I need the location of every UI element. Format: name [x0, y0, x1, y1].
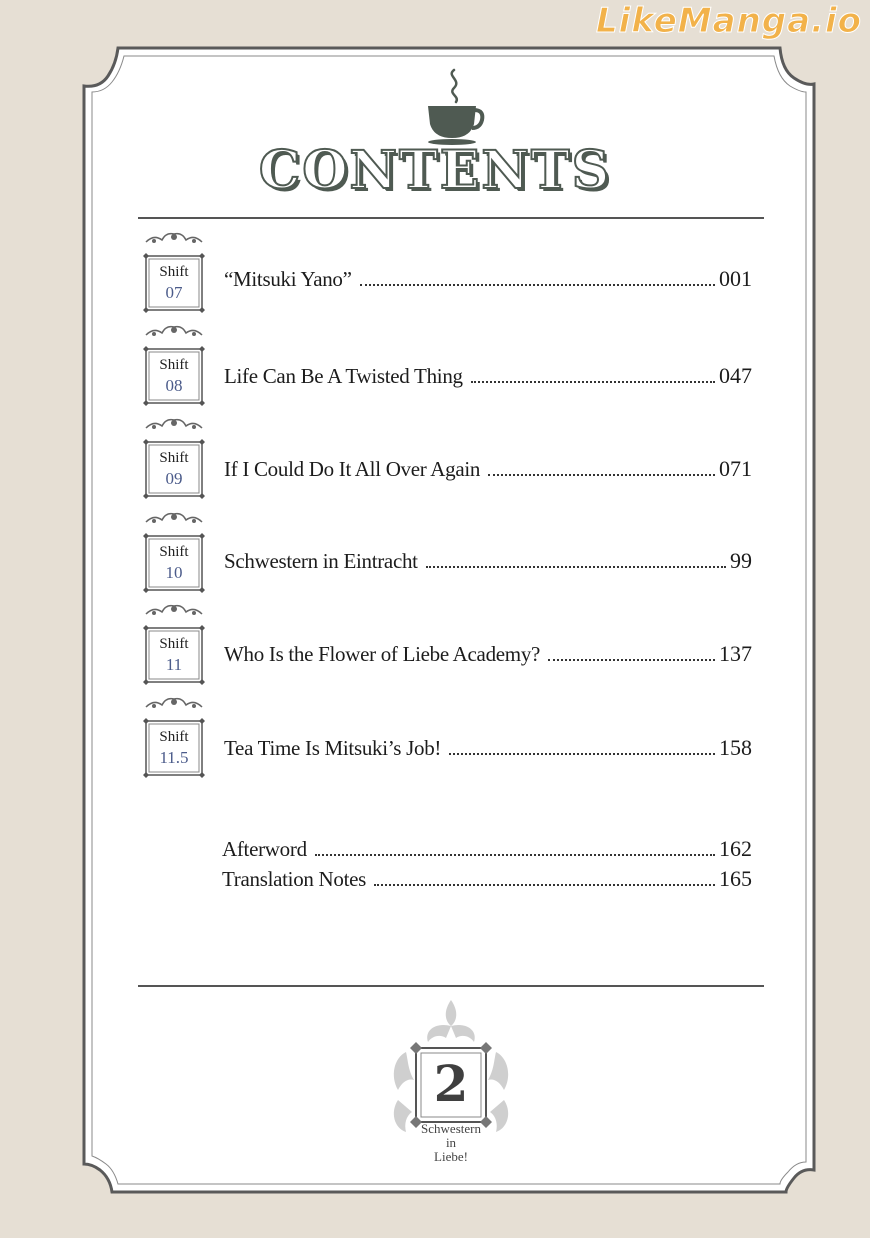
page-number: 99 [730, 548, 752, 573]
page-number: 071 [719, 456, 752, 481]
chapter-title: Who Is the Flower of Liebe Academy? [224, 642, 541, 666]
toc-entry[interactable] [140, 693, 752, 789]
page-title: CONTENTS [258, 140, 612, 201]
toc-line [224, 641, 752, 667]
series-name [388, 1122, 514, 1164]
toc-line [224, 363, 752, 389]
page-number: 137 [719, 641, 752, 666]
shift-label: Shift [159, 264, 189, 280]
series-line-2: in [445, 1135, 457, 1150]
afterword-entry[interactable] [222, 836, 752, 862]
shift-number: 11 [165, 655, 183, 674]
page-number: 001 [719, 266, 752, 291]
series-line-3: Liebe! [434, 1149, 468, 1164]
toc-entry[interactable] [140, 321, 752, 417]
top-divider [138, 217, 764, 219]
chapter-title: “Mitsuki Yano” [224, 267, 352, 291]
chapter-title: If I Could Do It All Over Again [224, 457, 481, 481]
page-number: 165 [719, 866, 752, 891]
dot-leader [488, 468, 715, 476]
toc-line [224, 548, 752, 574]
shift-badge [140, 321, 208, 413]
shift-number: 10 [165, 563, 183, 582]
page-number: 162 [719, 836, 752, 861]
site-watermark: LikeManga.io [596, 1, 862, 41]
shift-label: Shift [159, 636, 189, 652]
shift-badge [140, 228, 208, 320]
dot-leader [426, 560, 726, 568]
volume-number: 2 [433, 1054, 469, 1113]
toc-entry[interactable] [140, 600, 752, 696]
coffee-cup-icon [424, 66, 486, 146]
bottom-divider [138, 985, 764, 987]
chapter-title: Tea Time Is Mitsuki’s Job! [224, 736, 442, 760]
chapter-title: Schwestern in Eintracht [224, 549, 418, 573]
shift-number: 08 [165, 376, 183, 395]
toc-entry[interactable] [140, 414, 752, 510]
dot-leader [471, 375, 715, 383]
shift-label: Shift [159, 544, 189, 560]
shift-badge [140, 693, 208, 785]
dot-leader [374, 878, 715, 886]
shift-label: Shift [159, 357, 189, 373]
shift-number: 07 [165, 283, 183, 302]
toc-entry[interactable] [140, 228, 752, 324]
shift-badge [140, 508, 208, 600]
toc-line [224, 266, 752, 292]
chapter-title: Life Can Be A Twisted Thing [224, 364, 463, 388]
dot-leader [548, 653, 715, 661]
dot-leader [315, 848, 715, 856]
extra-title: Afterword [222, 837, 307, 861]
toc-entry[interactable] [140, 508, 752, 604]
series-line-1: Schwestern [421, 1121, 481, 1136]
shift-badge [140, 414, 208, 506]
shift-label: Shift [159, 450, 189, 466]
extra-title: Translation Notes [222, 867, 367, 891]
translation-notes-entry[interactable] [222, 866, 752, 892]
shift-number: 11.5 [159, 748, 189, 767]
page-number: 047 [719, 363, 752, 388]
dot-leader [360, 278, 715, 286]
shift-label: Shift [159, 729, 189, 745]
shift-badge [140, 600, 208, 692]
toc-line [224, 735, 752, 761]
toc-line [224, 456, 752, 482]
dot-leader [449, 747, 715, 755]
page-number: 158 [719, 735, 752, 760]
shift-number: 09 [165, 469, 183, 488]
